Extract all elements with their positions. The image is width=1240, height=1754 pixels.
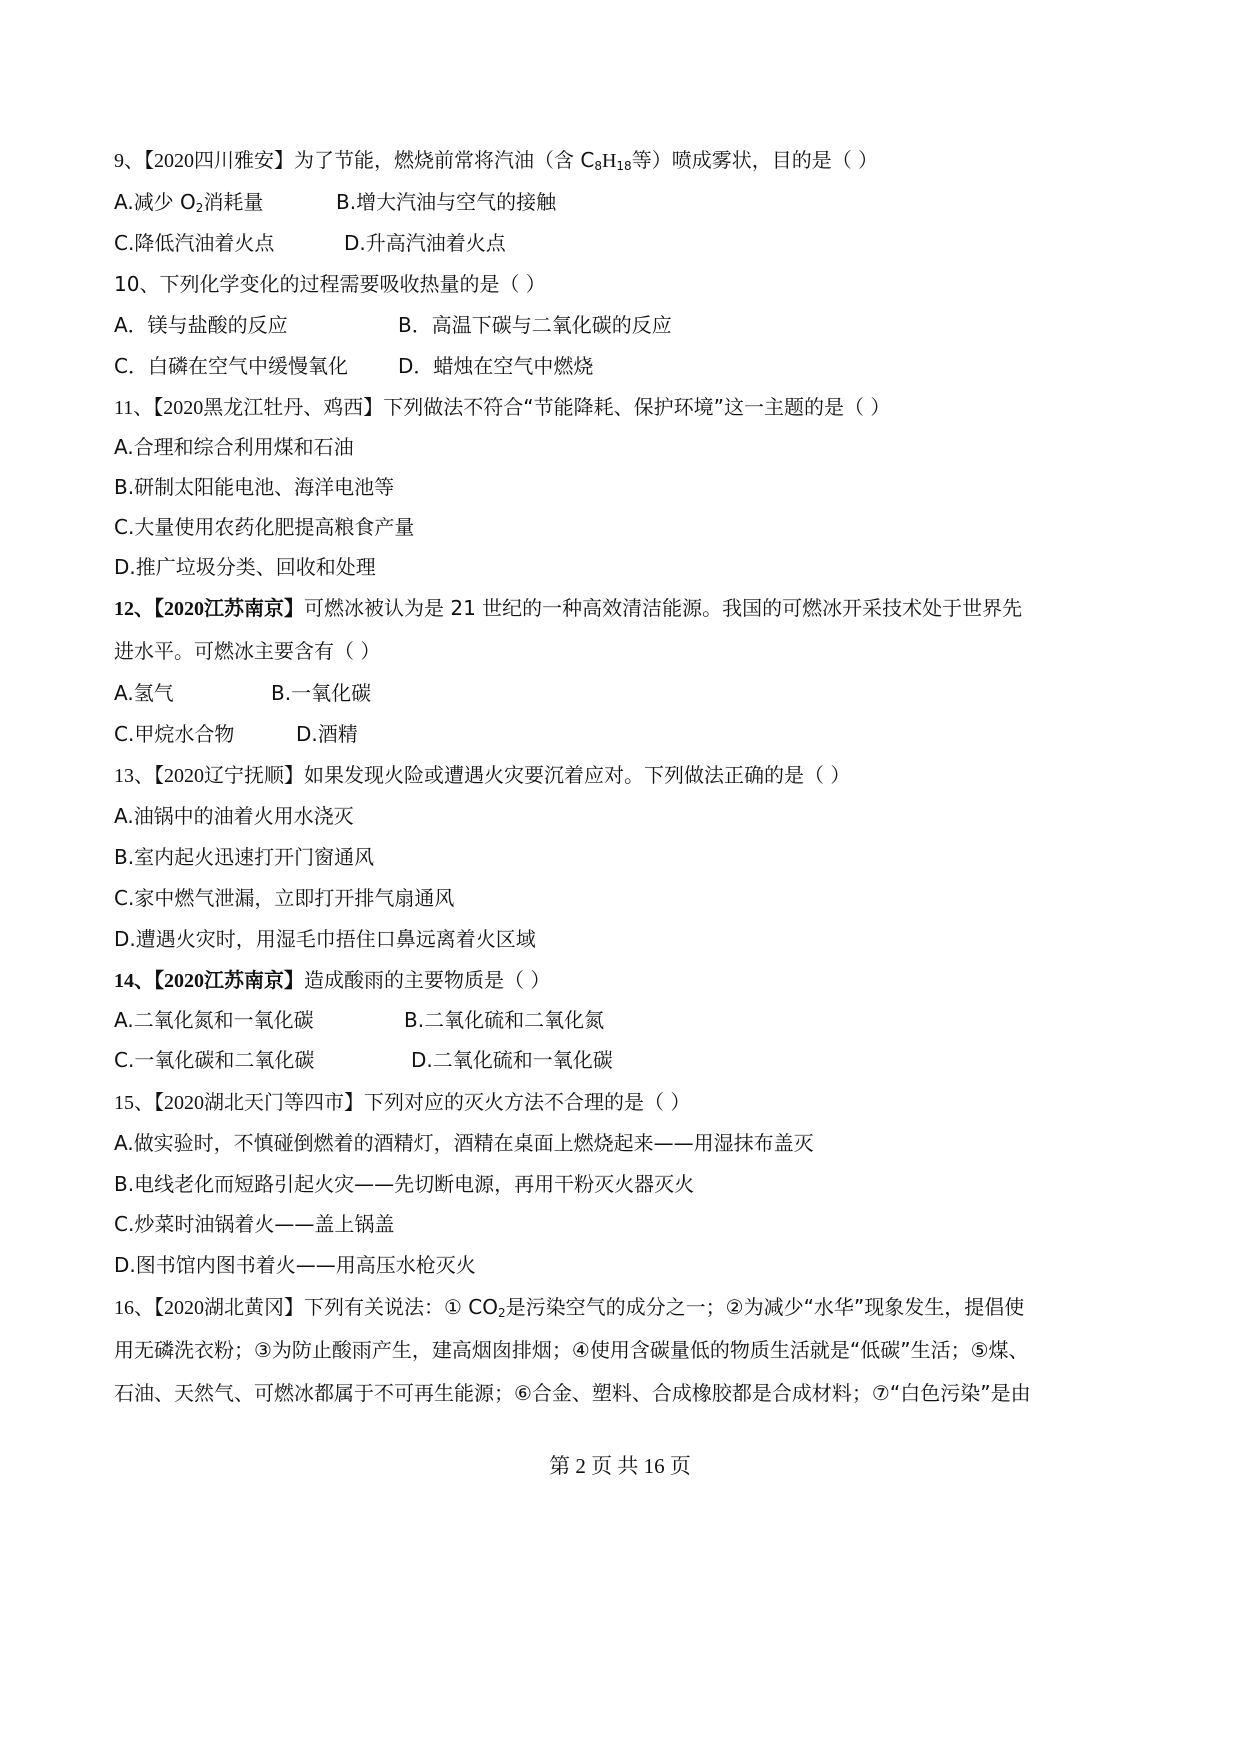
question-13-option-b: B.室内起火迅速打开门窗通风: [114, 845, 375, 869]
option-c: C.甲烷水合物: [114, 722, 235, 746]
question-16-stem-line3: 石油、天然气、可燃冰都属于不可再生能源；⑥合金、塑料、合成橡胶都是合成材料；⑦“白色污染”是由: [114, 1381, 1031, 1405]
question-10-stem: 10、下列化学变化的过程需要吸收热量的是（ ）: [114, 272, 546, 296]
question-11-option-d: D.推广垃圾分类、回收和处理: [114, 555, 376, 579]
option-d: D．蜡烛在空气中燃烧: [398, 354, 594, 378]
option-d: D.酒精: [296, 722, 358, 746]
option-d: D.二氧化硫和一氧化碳: [411, 1048, 613, 1072]
question-15-option-b: B.电线老化而短路引起火灾——先切断电源，再用干粉灭火器灭火: [114, 1172, 695, 1196]
option-b: B.二氧化硫和二氧化氮: [404, 1008, 605, 1032]
question-14-options-row1: [114, 1006, 604, 1034]
option-b: B.增大汽油与空气的接触: [336, 190, 557, 214]
question-9-options-row1: [114, 188, 556, 216]
option-a: A.二氧化氮和一氧化碳: [114, 1008, 314, 1032]
option-c: C.降低汽油着火点: [114, 231, 275, 255]
question-15-option-d: D.图书馆内图书着火——用高压水枪灭火: [114, 1253, 476, 1277]
question-number: 14、: [114, 970, 154, 992]
question-source: 【2020湖北黄冈】: [154, 1297, 304, 1319]
question-12-options-row2: [114, 720, 358, 748]
option-a: A.氢气: [114, 681, 174, 705]
question-9-stem: 9、【2020四川雅安】为了节能，燃烧前常将汽油（含 $C_8H_{18}$等）喷成雾状，目的是（ ）: [114, 148, 879, 173]
question-source: 【2020四川雅安】: [144, 150, 294, 172]
question-number: 9、: [114, 150, 144, 172]
question-source: 【2020江苏南京】: [154, 970, 304, 992]
question-11-option-c: C.大量使用农药化肥提高粮食产量: [114, 515, 415, 539]
question-number: 15、: [114, 1092, 154, 1114]
question-number: 16、: [114, 1297, 154, 1319]
question-16-stem-line1: 16、【2020湖北黄冈】下列有关说法：① $CO_2$是污染空气的成分之一；②为减少“水华”现象发生，提倡使: [114, 1295, 1025, 1320]
question-15-option-c: C.炒菜时油锅着火——盖上锅盖: [114, 1212, 395, 1236]
question-14-options-row2: [114, 1046, 613, 1074]
option-d: D.升高汽油着火点: [344, 231, 506, 255]
option-a: A.减少 $O_2$消耗量: [114, 190, 264, 215]
question-13-option-a: A.油锅中的油着火用水浇灭: [114, 804, 354, 828]
question-15-option-a: A.做实验时，不慎碰倒燃着的酒精灯，酒精在桌面上燃烧起来——用湿抹布盖灭: [114, 1131, 814, 1155]
question-11-option-a: A.合理和综合利用煤和石油: [114, 435, 354, 459]
page-footer: 第 2 页 共 16 页: [549, 1454, 691, 1478]
question-source: 【2020辽宁抚顺】: [154, 765, 304, 787]
question-10-options-row1: [114, 311, 672, 339]
question-12-options-row1: [114, 679, 371, 707]
question-11-stem: 11、【2020黑龙江牡丹、鸡西】下列做法不符合“节能降耗、保护环境”这一主题的是（ ）: [114, 395, 891, 419]
question-15-stem: 15、【2020湖北天门等四市】下列对应的灭火方法不合理的是（ ）: [114, 1090, 691, 1114]
question-source: 【2020黑龙江牡丹、鸡西】: [153, 397, 384, 419]
question-13-option-d: D.遭遇火灾时，用湿毛巾捂住口鼻远离着火区域: [114, 927, 536, 951]
option-a: A．镁与盐酸的反应: [114, 313, 288, 337]
question-12-stem-line1: 12、【2020江苏南京】可燃冰被认为是 21 世纪的一种高效清洁能源。我国的可燃冰开采技术处于世界先: [114, 596, 1023, 620]
question-source: 【2020湖北天门等四市】: [154, 1092, 364, 1114]
question-13-option-c: C.家中燃气泄漏，立即打开排气扇通风: [114, 886, 455, 910]
question-10-options-row2: [114, 352, 593, 380]
question-source: 【2020江苏南京】: [154, 598, 304, 620]
question-number: 13、: [114, 765, 154, 787]
question-12-stem-line2: 进水平。可燃冰主要含有（ ）: [114, 639, 381, 663]
question-16-stem-line2: 用无磷洗衣粉；③为防止酸雨产生，建高烟囱排烟；④使用含碳量低的物质生活就是“低碳”生活；⑤煤、: [114, 1338, 1029, 1362]
option-c: C．白磷在空气中缓慢氧化: [114, 354, 348, 378]
question-14-stem: 14、【2020江苏南京】造成酸雨的主要物质是（ ）: [114, 968, 551, 992]
option-c: C.一氧化碳和二氧化碳: [114, 1048, 315, 1072]
question-number: 12、: [114, 598, 154, 620]
question-13-stem: 13、【2020辽宁抚顺】如果发现火险或遭遇火灾要沉着应对。下列做法正确的是（ ）: [114, 763, 851, 787]
question-number: 11、: [114, 397, 154, 419]
question-9-options-row2: [114, 229, 506, 257]
option-b: B.一氧化碳: [271, 681, 372, 705]
question-11-option-b: B.研制太阳能电池、海洋电池等: [114, 475, 395, 499]
option-b: B．高温下碳与二氧化碳的反应: [398, 313, 672, 337]
